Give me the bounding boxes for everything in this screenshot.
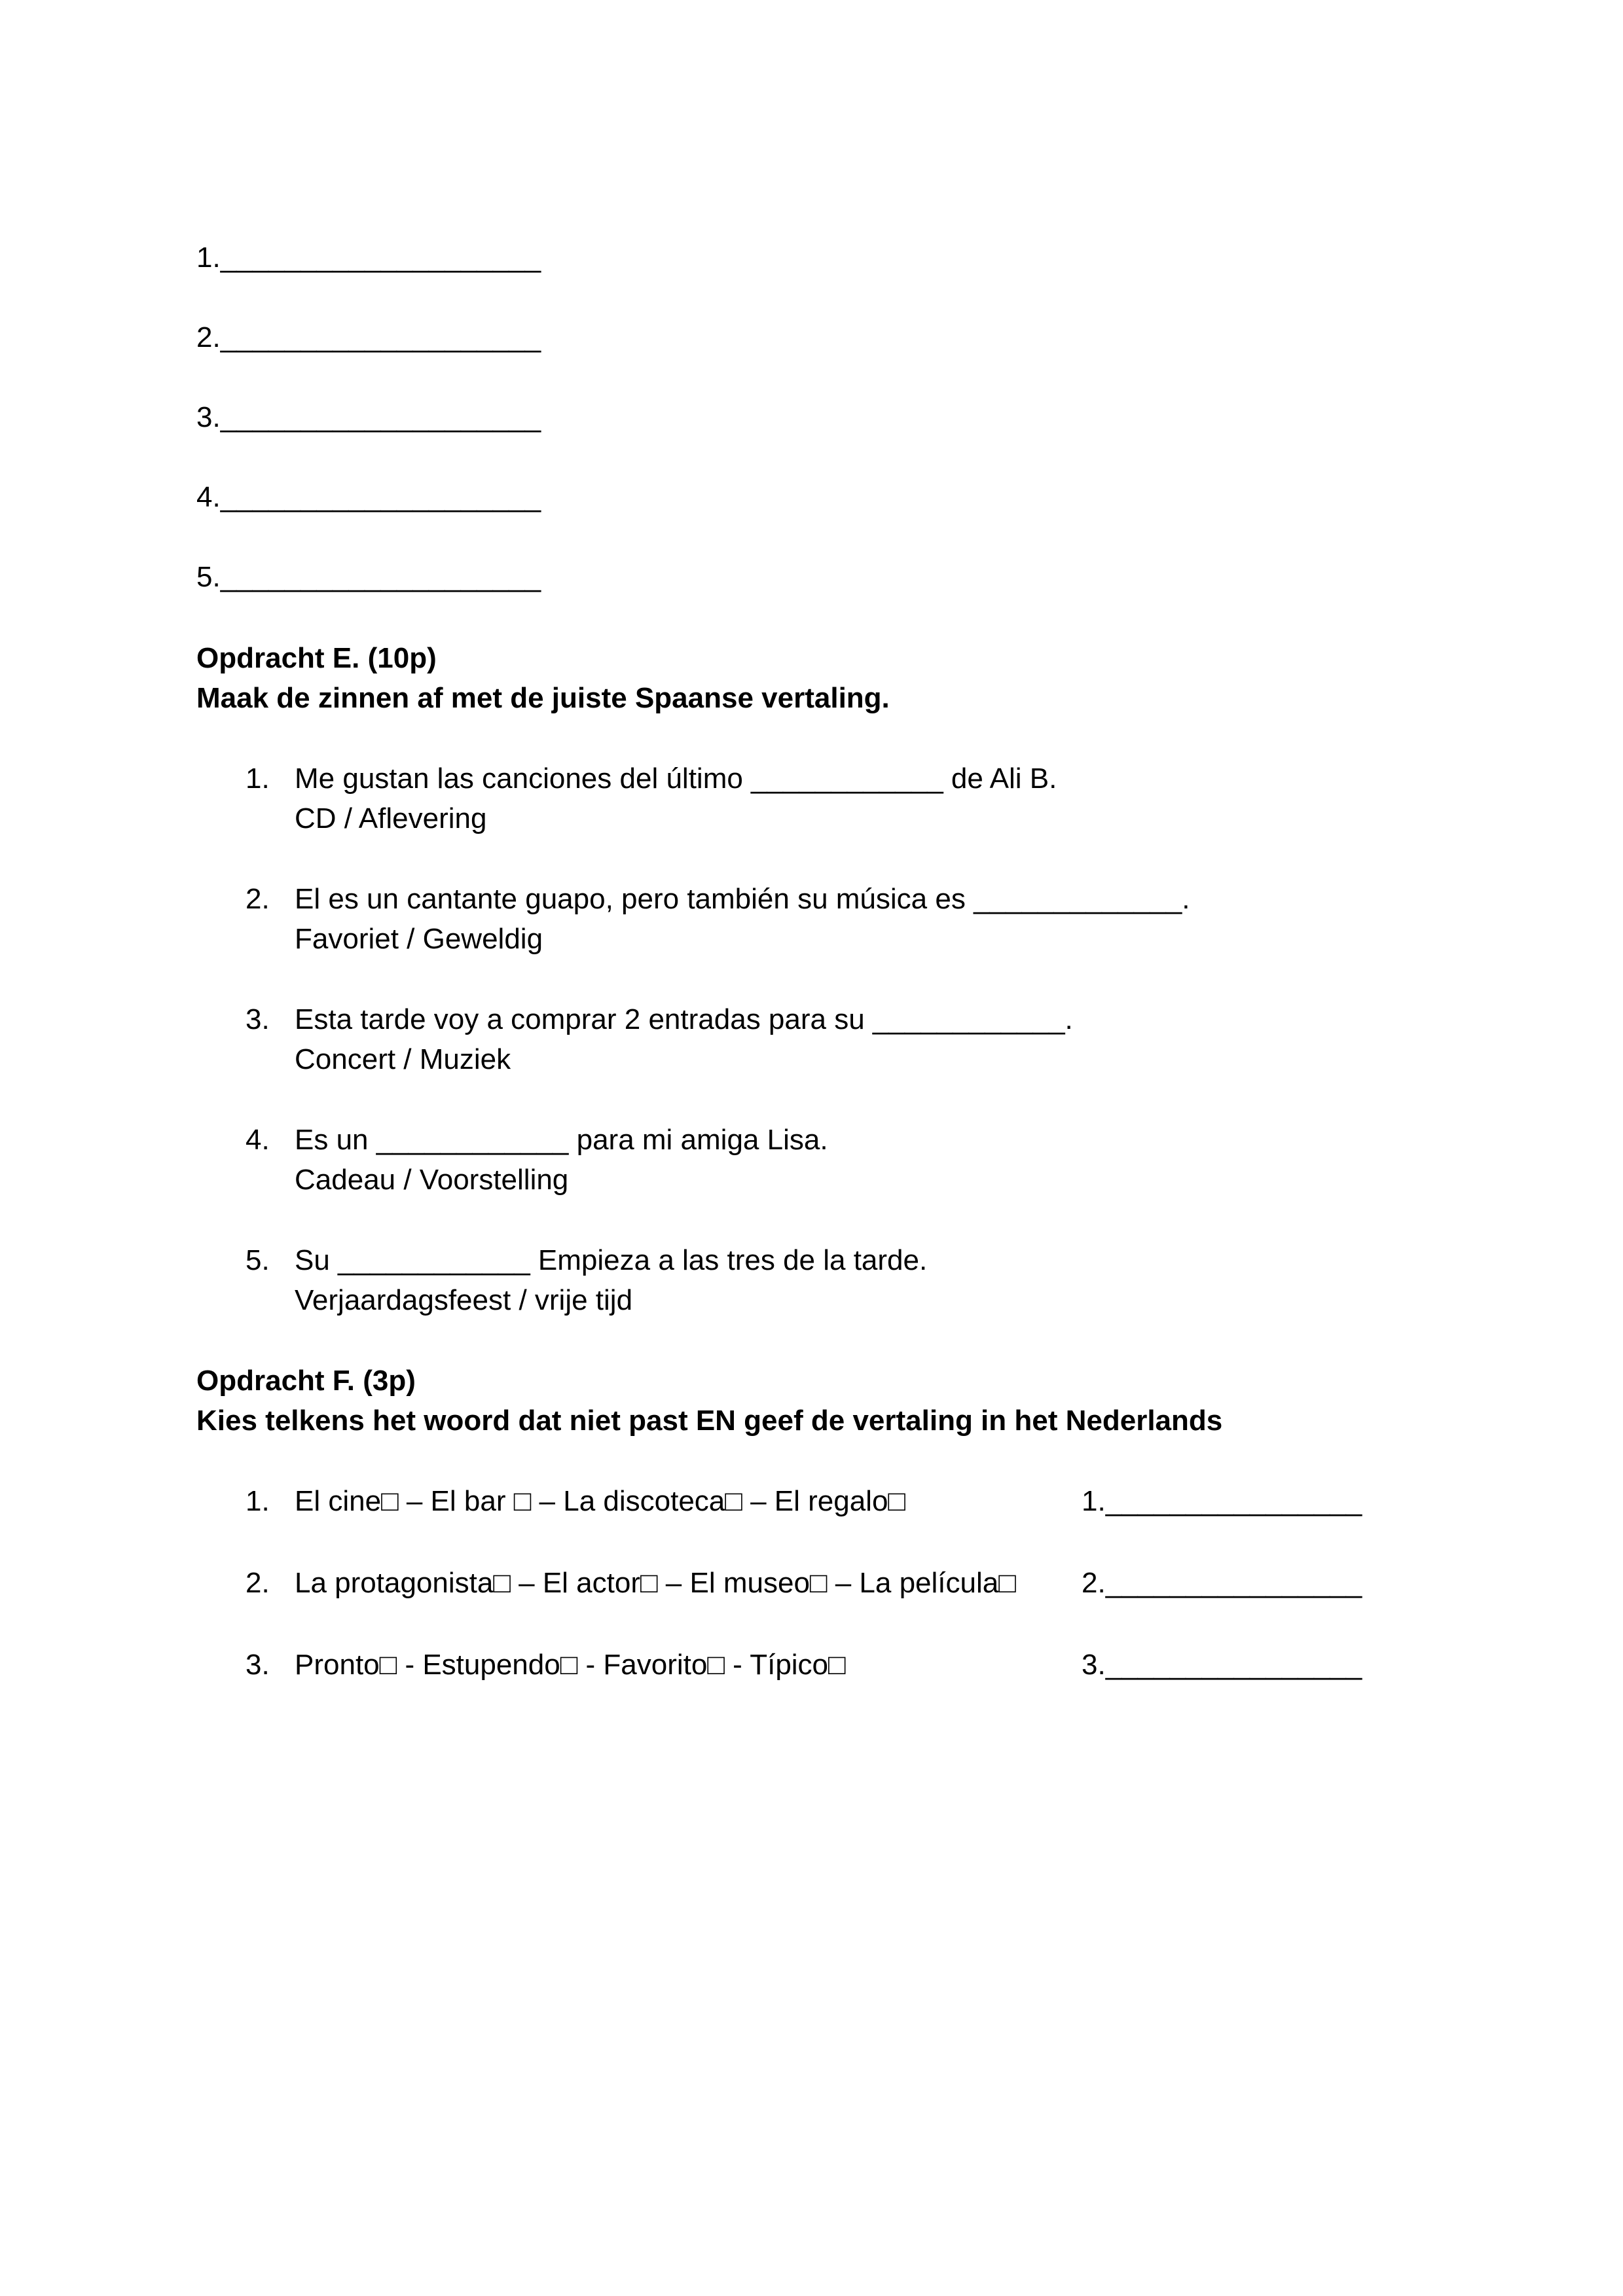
section-e-item-5-sentence: Su ____________ Empieza a las tres de la tarde. <box>295 1244 928 1276</box>
section-e-instruction: Maak de zinnen af met de juiste Spaanse vertaling. <box>196 682 890 714</box>
section-e-item-1-number: 1. <box>246 762 270 795</box>
answer-line-3[interactable]: 3.____________________ <box>196 401 541 433</box>
section-f-item-3-words: Pronto□ - Estupendo□ - Favorito□ - Típico□ <box>295 1649 846 1681</box>
section-e-item-5-number: 5. <box>246 1244 270 1276</box>
answer-line-4[interactable]: 4.____________________ <box>196 481 541 513</box>
section-e-item-1-options: CD / Aflevering <box>295 802 487 834</box>
section-e-title: Opdracht E. (10p) <box>196 642 437 674</box>
answer-line-1[interactable]: 1.____________________ <box>196 242 541 274</box>
section-f-instruction: Kies telkens het woord dat niet past EN geef de vertaling in het Nederlands <box>196 1405 1223 1437</box>
section-f-item-2-words: La protagonista□ – El actor□ – El museo□ – La película□ <box>295 1567 1016 1599</box>
section-f-title: Opdracht F. (3p) <box>196 1365 416 1397</box>
section-e-item-5-options: Verjaardagsfeest / vrije tijd <box>295 1284 633 1316</box>
section-e-item-1-sentence: Me gustan las canciones del último ____________ de Ali B. <box>295 762 1057 795</box>
section-e-item-3-sentence: Esta tarde voy a comprar 2 entradas para su ____________. <box>295 1003 1073 1035</box>
answer-line-2[interactable]: 2.____________________ <box>196 321 541 353</box>
section-e-item-2-number: 2. <box>246 883 270 915</box>
section-e-item-2-sentence: El es un cantante guapo, pero también su música es _____________. <box>295 883 1190 915</box>
section-f-item-2-number: 2. <box>246 1567 270 1599</box>
section-e-item-3-options: Concert / Muziek <box>295 1043 511 1075</box>
section-f-item-1-words: El cine□ – El bar □ – La discoteca□ – El regalo□ <box>295 1485 906 1517</box>
section-e-item-4-sentence: Es un ____________ para mi amiga Lisa. <box>295 1124 828 1156</box>
section-f-item-2-answer[interactable]: 2.________________ <box>1082 1567 1362 1599</box>
section-e-item-2-options: Favoriet / Geweldig <box>295 923 543 955</box>
section-e-item-4-options: Cadeau / Voorstelling <box>295 1164 569 1196</box>
section-e-item-4-number: 4. <box>246 1124 270 1156</box>
section-f-item-3-number: 3. <box>246 1649 270 1681</box>
section-f-item-1-number: 1. <box>246 1485 270 1517</box>
section-f-item-1-answer[interactable]: 1.________________ <box>1082 1485 1362 1517</box>
section-e-item-3-number: 3. <box>246 1003 270 1035</box>
section-f-item-3-answer[interactable]: 3.________________ <box>1082 1649 1362 1681</box>
answer-line-5[interactable]: 5.____________________ <box>196 561 541 593</box>
